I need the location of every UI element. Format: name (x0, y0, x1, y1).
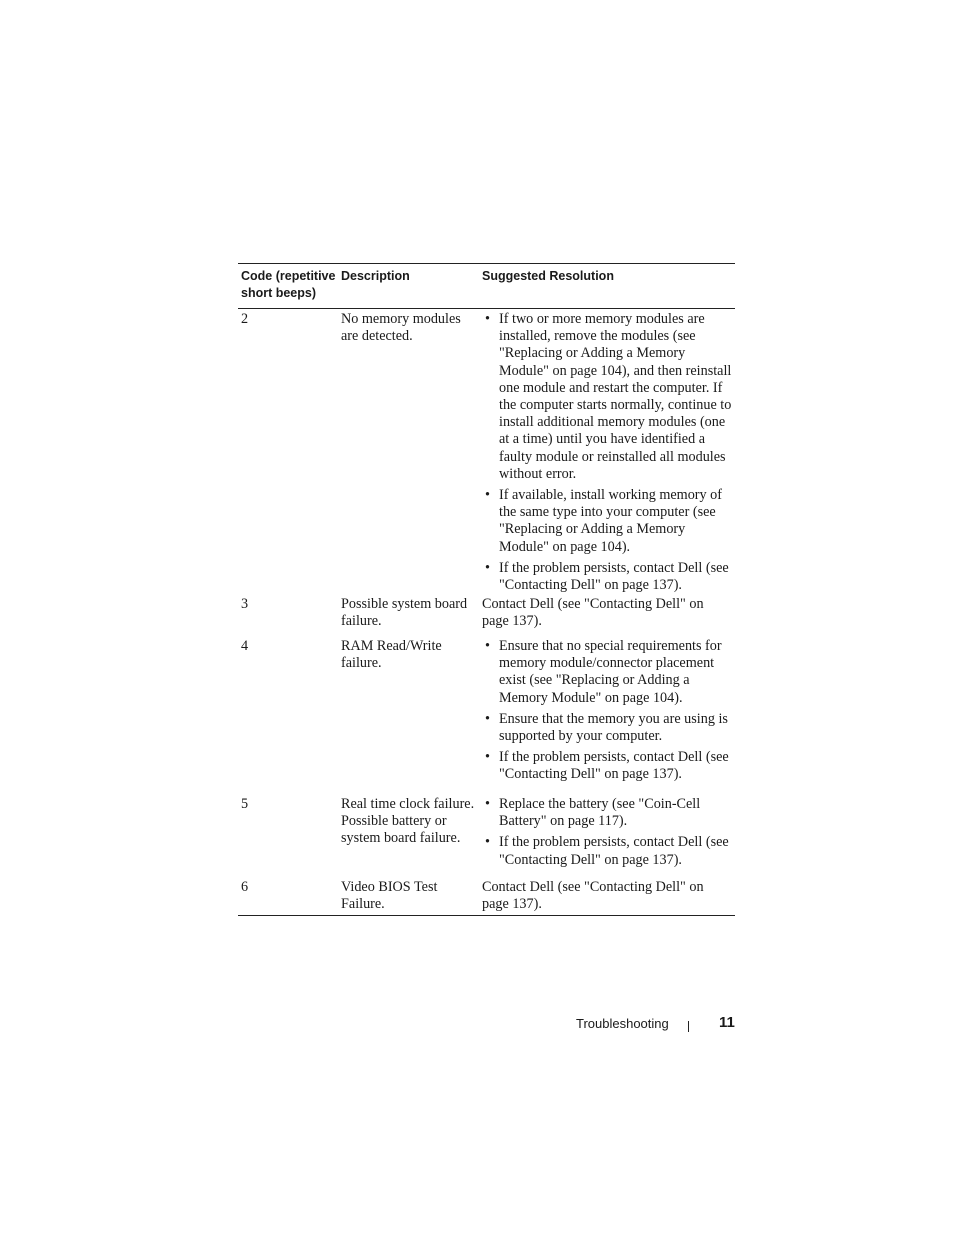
error-description: Video BIOS Test Failure. (341, 879, 438, 913)
resolution-list (482, 638, 735, 784)
list-item: • If two or more memory modules are installed, remove the modules (see "Replacing or Adding a Memory Module" on page 104), and then reinstall one module and restart the computer. If the computer starts normally, continue to install additional memory modules (one at a time) until you have identified a faulty module or reinstalled all modules without error. (482, 311, 735, 483)
footer-separator (688, 1021, 689, 1032)
beep-code: 2 (241, 311, 249, 327)
resolution-list (482, 311, 735, 594)
table-row (238, 796, 735, 879)
error-description: Real time clock failure. Possible battery or system board failure. (341, 796, 475, 847)
error-description: No memory modules are detected. (341, 311, 461, 345)
table-row (238, 309, 735, 596)
table-bottom-rule (238, 915, 735, 916)
list-item: • If available, install working memory of the same type into your computer (see "Replacing or Adding a Memory Module" on page 104). (482, 487, 735, 556)
list-item: • If the problem persists, contact Dell (see "Contacting Dell" on page 137). (482, 834, 735, 868)
beep-code: 5 (241, 796, 249, 812)
beep-code: 4 (241, 638, 249, 654)
page-footer (0, 1014, 954, 1034)
resolution-cell (482, 796, 735, 879)
resolution-cell (482, 638, 735, 796)
list-item: • Ensure that no special requirements for memory module/connector placement exist (see "Replacing or Adding a Memory Module" on page 104). (482, 638, 735, 707)
header-code: Code (repetitive short beeps) (241, 269, 336, 300)
table-row (238, 638, 735, 796)
list-item: • If the problem persists, contact Dell (see "Contacting Dell" on page 137). (482, 560, 735, 594)
list-item: • Ensure that the memory you are using is supported by your computer. (482, 711, 735, 745)
page-number: 11 (719, 1014, 735, 1031)
list-item: • Replace the battery (see "Coin-Cell Battery" on page 117). (482, 796, 735, 830)
header-description: Description (341, 269, 410, 283)
beep-code: 3 (241, 596, 249, 612)
table-row (238, 596, 735, 638)
beep-code-table (238, 263, 735, 916)
beep-code: 6 (241, 879, 249, 895)
table-row (238, 879, 735, 915)
resolution-list (482, 796, 735, 869)
footer-section-title: Troubleshooting (576, 1016, 669, 1031)
table-header (238, 264, 735, 308)
resolution-text: Contact Dell (see "Contacting Dell" on page 137). (482, 879, 704, 913)
list-item: • If the problem persists, contact Dell (see "Contacting Dell" on page 137). (482, 749, 735, 783)
error-description: Possible system board failure. (341, 596, 468, 630)
error-description: RAM Read/Write failure. (341, 638, 442, 672)
resolution-text: Contact Dell (see "Contacting Dell" on page 137). (482, 596, 704, 630)
resolution-cell (482, 311, 735, 596)
header-resolution: Suggested Resolution (482, 269, 614, 283)
